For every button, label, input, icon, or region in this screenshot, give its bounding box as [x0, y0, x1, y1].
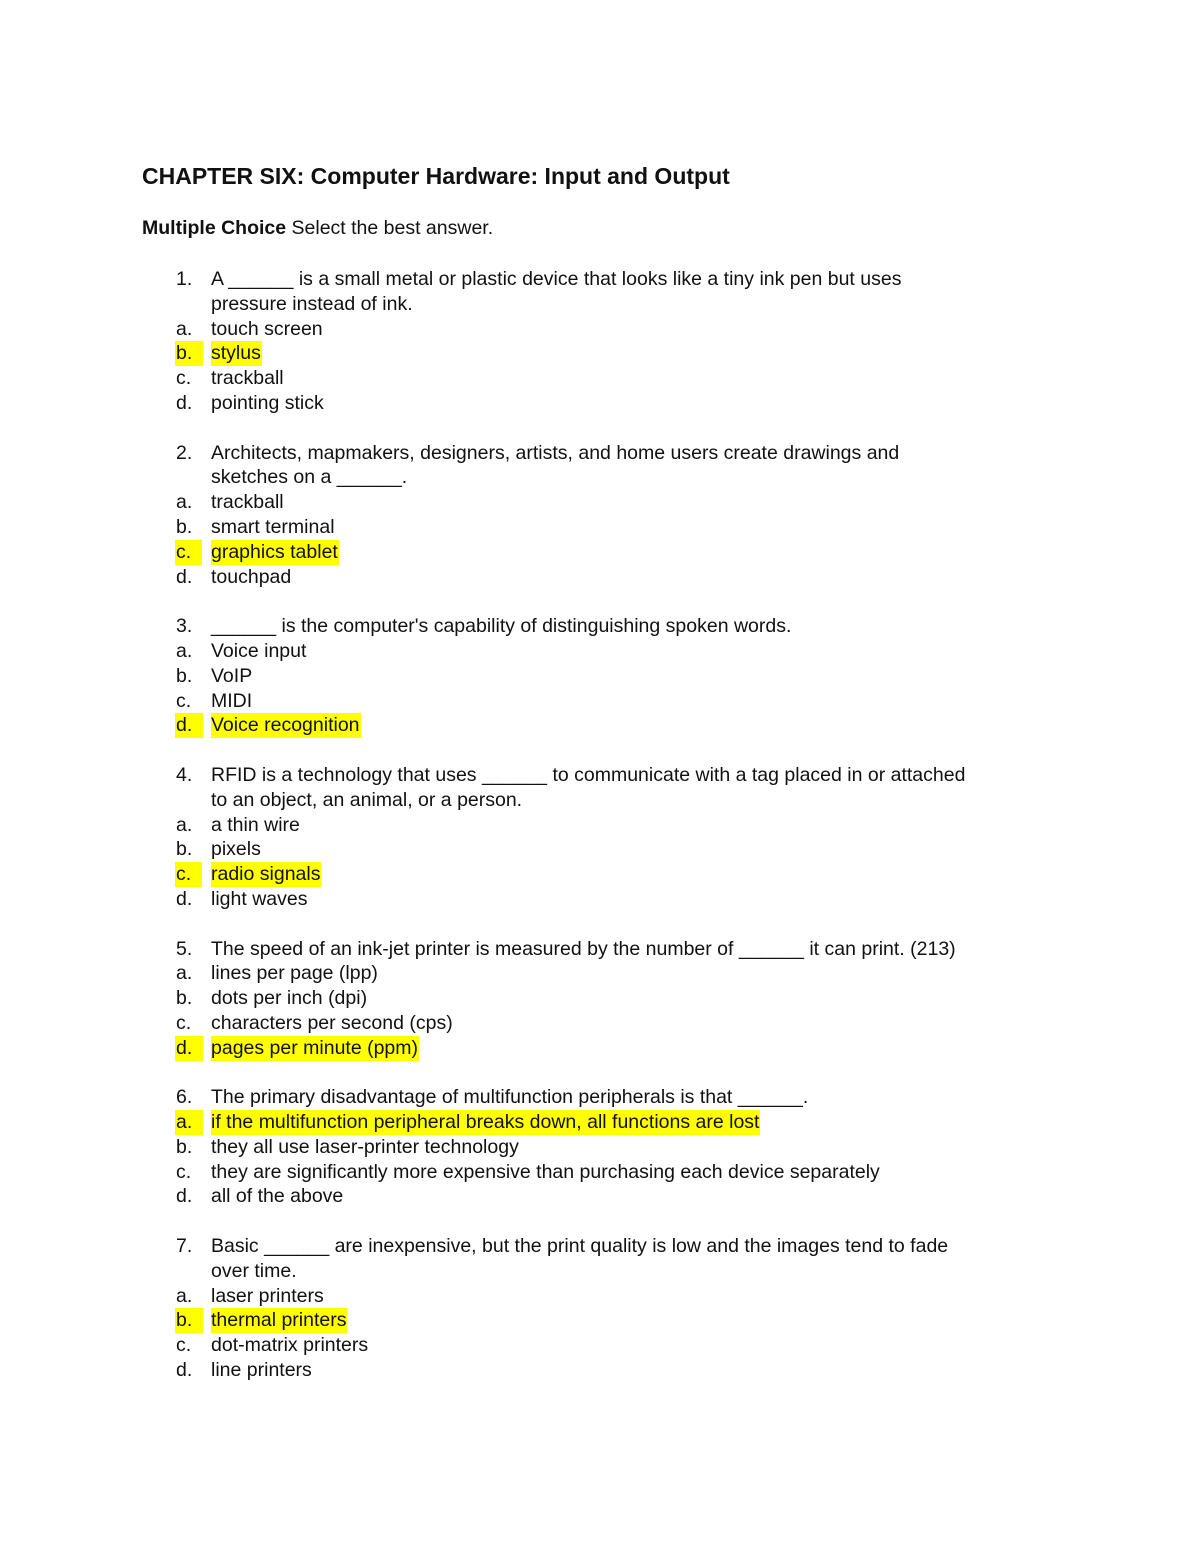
option-letter: c.: [176, 689, 192, 712]
answer-option: [0, 1284, 1200, 1309]
option-letter: a.: [176, 813, 193, 836]
question-spacer: [0, 1209, 1200, 1234]
option-letter: d.: [176, 887, 193, 910]
option-letter: a.: [176, 962, 193, 985]
option-text: they all use laser-printer technology: [211, 1135, 519, 1158]
option-letter: b.: [176, 838, 193, 861]
option-text: a thin wire: [211, 813, 300, 836]
question-spacer: [0, 416, 1200, 441]
option-letter: d.: [175, 1036, 203, 1061]
answer-option: [0, 639, 1200, 664]
option-text: MIDI: [211, 689, 253, 712]
answer-option: [0, 565, 1200, 590]
question-number: 2.: [176, 441, 193, 464]
question-list: [0, 267, 1200, 1383]
answer-option-correct: [0, 1110, 1200, 1135]
option-text: trackball: [211, 367, 284, 390]
question-3: [0, 614, 1200, 763]
question-number: 3.: [176, 615, 193, 638]
question-stem-line: [0, 465, 1200, 490]
option-letter: b.: [176, 1135, 193, 1158]
instructions: [142, 217, 493, 240]
question-number: 5.: [176, 937, 193, 960]
option-text: if the multifunction peripheral breaks down, all functions are lost: [211, 1111, 760, 1134]
answer-option: [0, 1333, 1200, 1358]
option-letter: c.: [175, 540, 202, 565]
question-stem-line: [0, 937, 1200, 962]
answer-option-correct: [0, 540, 1200, 565]
instructions-text: Select the best answer.: [286, 217, 494, 239]
question-spacer: [0, 589, 1200, 614]
option-text: they are significantly more expensive than purchasing each device separately: [211, 1160, 880, 1183]
answer-option: [0, 813, 1200, 838]
question-text: A ______ is a small metal or plastic device that looks like a tiny ink pen but uses: [211, 268, 902, 290]
answer-option: [0, 986, 1200, 1011]
option-letter: b.: [175, 1308, 203, 1333]
option-text: VoIP: [211, 664, 253, 687]
question-text: sketches on a ______.: [211, 466, 408, 489]
option-letter: a.: [176, 317, 193, 340]
option-letter: a.: [176, 491, 193, 514]
question-text: over time.: [211, 1259, 297, 1282]
question-stem-line: [0, 267, 1200, 292]
answer-option: [0, 1184, 1200, 1209]
answer-option: [0, 515, 1200, 540]
option-text: Voice input: [211, 639, 307, 662]
option-text: smart terminal: [211, 515, 335, 538]
option-text: dots per inch (dpi): [211, 987, 368, 1010]
question-text: ______ is the computer's capability of distinguishing spoken words.: [211, 615, 792, 638]
question-6: [0, 1085, 1200, 1234]
answer-option: [0, 1160, 1200, 1185]
answer-option: [0, 887, 1200, 912]
option-letter: d.: [176, 1185, 193, 1208]
answer-option: [0, 490, 1200, 515]
option-text: light waves: [211, 887, 308, 910]
question-stem-line: [0, 1234, 1200, 1259]
option-letter: d.: [176, 1359, 193, 1382]
question-7: [0, 1234, 1200, 1383]
question-text: to an object, an animal, or a person.: [211, 788, 523, 811]
option-text: all of the above: [211, 1185, 344, 1208]
question-stem-line: [0, 1259, 1200, 1284]
answer-option: [0, 366, 1200, 391]
option-letter: b.: [176, 664, 193, 687]
option-letter: b.: [176, 515, 193, 538]
question-text: pressure instead of ink.: [211, 292, 413, 315]
answer-option: [0, 391, 1200, 416]
option-letter: a.: [176, 1284, 193, 1307]
question-spacer: [0, 1061, 1200, 1086]
option-letter: a.: [176, 639, 193, 662]
option-letter: d.: [176, 565, 193, 588]
answer-option: [0, 317, 1200, 342]
option-letter: d.: [175, 713, 203, 738]
question-text: Architects, mapmakers, designers, artists, and home users create drawings and: [211, 441, 900, 464]
option-letter: c.: [175, 862, 202, 887]
question-stem-line: [0, 763, 1200, 788]
question-spacer: [0, 912, 1200, 937]
option-letter: b.: [176, 987, 193, 1010]
answer-option-correct: [0, 341, 1200, 366]
option-letter: d.: [176, 391, 193, 414]
question-5: [0, 937, 1200, 1086]
answer-option: [0, 1135, 1200, 1160]
question-text: The primary disadvantage of multifunction peripherals is that ______.: [211, 1086, 809, 1109]
answer-option-correct: [0, 1308, 1200, 1333]
option-text: lines per page (lpp): [211, 962, 378, 985]
option-letter: b.: [175, 341, 203, 366]
question-text: Basic ______ are inexpensive, but the print quality is low and the images tend to fade: [211, 1235, 949, 1258]
option-text: thermal printers: [211, 1309, 347, 1332]
option-text: characters per second (cps): [211, 1011, 453, 1034]
question-stem-line: [0, 614, 1200, 639]
question-1: [0, 267, 1200, 441]
option-letter: c.: [176, 1011, 192, 1034]
question-number: 6.: [176, 1086, 193, 1109]
option-text: line printers: [211, 1359, 312, 1382]
answer-option: [0, 1011, 1200, 1036]
answer-option: [0, 837, 1200, 862]
question-number: 1.: [176, 268, 193, 290]
option-letter: c.: [176, 367, 192, 390]
option-text: stylus: [211, 342, 261, 365]
option-letter: c.: [176, 1160, 192, 1183]
question-number: 7.: [176, 1235, 193, 1258]
question-text: The speed of an ink-jet printer is measured by the number of ______ it can print. (213): [211, 937, 956, 960]
option-letter: c.: [176, 1334, 192, 1357]
question-text: RFID is a technology that uses ______ to communicate with a tag placed in or attached: [211, 763, 966, 786]
question-stem-line: [0, 292, 1200, 317]
option-text: trackball: [211, 491, 284, 514]
option-text: pointing stick: [211, 391, 324, 414]
question-stem-line: [0, 1085, 1200, 1110]
question-spacer: [0, 738, 1200, 763]
answer-option: [0, 1358, 1200, 1383]
answer-option-correct: [0, 862, 1200, 887]
answer-option: [0, 689, 1200, 714]
question-2: [0, 441, 1200, 615]
option-text: graphics tablet: [211, 540, 338, 563]
option-text: touch screen: [211, 317, 323, 340]
option-text: touchpad: [211, 565, 292, 588]
option-text: Voice recognition: [211, 714, 360, 737]
option-text: pages per minute (ppm): [211, 1036, 419, 1059]
option-text: laser printers: [211, 1284, 324, 1307]
option-letter: a.: [175, 1110, 203, 1135]
section-label: Multiple Choice: [142, 217, 287, 239]
question-4: [0, 763, 1200, 937]
answer-option-correct: [0, 1036, 1200, 1061]
answer-option-correct: [0, 713, 1200, 738]
answer-option: [0, 664, 1200, 689]
option-text: radio signals: [211, 863, 321, 886]
option-text: dot-matrix printers: [211, 1334, 369, 1357]
page-title: CHAPTER SIX: Computer Hardware: Input and Output: [142, 163, 730, 189]
answer-option: [0, 961, 1200, 986]
question-stem-line: [0, 788, 1200, 813]
question-stem-line: [0, 441, 1200, 466]
question-number: 4.: [176, 763, 193, 786]
option-text: pixels: [211, 838, 261, 861]
